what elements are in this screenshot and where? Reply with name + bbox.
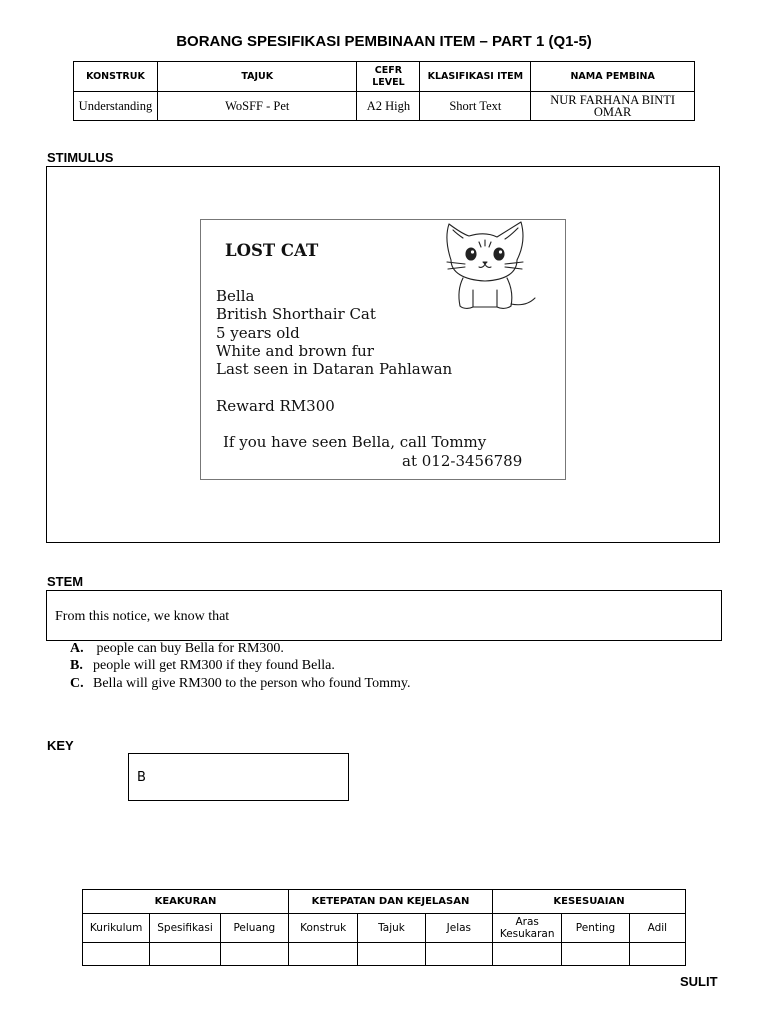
info-value-row — [74, 92, 695, 121]
key-answer: B — [137, 770, 146, 785]
eval-group-row — [83, 890, 686, 914]
eval-cell[interactable] — [289, 943, 358, 966]
klasifikasi-header: KLASIFIKASI ITEM — [420, 62, 531, 92]
option-b — [70, 658, 335, 674]
konstruk-value: Understanding — [74, 92, 158, 121]
criteria-peluang: Peluang — [220, 914, 288, 943]
evaluation-table — [82, 889, 686, 966]
eval-cell[interactable] — [150, 943, 220, 966]
nama-line2: OMAR — [593, 105, 632, 119]
option-c — [70, 676, 411, 692]
criteria-aras-kesukaran: Aras Kesukaran — [493, 914, 562, 943]
notice-contact-line2: at 012-3456789 — [402, 452, 523, 470]
cat-illustration — [429, 220, 539, 312]
keakuran-header: KEAKURAN — [83, 890, 289, 914]
nama-line1: NUR FARHANA BINTI — [550, 93, 676, 107]
eval-cell[interactable] — [83, 943, 150, 966]
criteria-tajuk: Tajuk — [358, 914, 425, 943]
notice-line: British Shorthair Cat — [216, 305, 376, 323]
notice-reward: Reward RM300 — [216, 397, 335, 415]
option-text: people can buy Bella for RM300. — [93, 641, 284, 656]
criteria-jelas: Jelas — [425, 914, 492, 943]
option-letter: C. — [70, 676, 84, 691]
eval-cell[interactable] — [562, 943, 629, 966]
eval-cell[interactable] — [629, 943, 685, 966]
key-box — [128, 753, 349, 801]
kesesuaian-header: KESESUAIAN — [493, 890, 686, 914]
eval-cell[interactable] — [493, 943, 562, 966]
eval-input-row — [83, 943, 686, 966]
nama-pembina-header: NAMA PEMBINA — [531, 62, 695, 92]
stem-box — [46, 590, 722, 641]
option-letter: A. — [70, 641, 84, 656]
option-text: people will get RM300 if they found Bella. — [93, 658, 335, 673]
stimulus-label: STIMULUS — [47, 150, 114, 165]
konstruk-header: KONSTRUK — [74, 62, 158, 92]
notice-line: 5 years old — [216, 324, 300, 342]
key-label: KEY — [47, 738, 74, 753]
notice-title: LOST CAT — [225, 241, 319, 260]
criteria-adil: Adil — [629, 914, 685, 943]
tajuk-value: WoSFF - Pet — [157, 92, 357, 121]
item-info-table — [73, 61, 695, 121]
cefr-value: A2 High — [357, 92, 420, 121]
eval-cell[interactable] — [220, 943, 288, 966]
option-text: Bella will give RM300 to the person who found Tommy. — [93, 676, 411, 691]
notice-line: Last seen in Dataran Pahlawan — [216, 360, 453, 378]
notice-line: Bella — [216, 287, 255, 305]
eval-cell[interactable] — [425, 943, 492, 966]
stem-label: STEM — [47, 574, 84, 589]
cefr-header-line2: LEVEL — [372, 76, 405, 88]
notice-contact-line1: If you have seen Bella, call Tommy — [223, 433, 487, 451]
stem-text: From this notice, we know that — [55, 609, 230, 624]
form-title: BORANG SPESIFIKASI PEMBINAAN ITEM – PART 1 (Q1-5) — [176, 33, 592, 50]
notice-line: White and brown fur — [216, 342, 374, 360]
info-header-row — [74, 62, 695, 92]
criteria-kurikulum: Kurikulum — [83, 914, 150, 943]
eval-cell[interactable] — [358, 943, 425, 966]
option-a — [70, 641, 284, 657]
ketepatan-header: KETEPATAN DAN KEJELASAN — [289, 890, 493, 914]
eval-criteria-row — [83, 914, 686, 943]
criteria-spesifikasi: Spesifikasi — [150, 914, 220, 943]
cefr-header-line1: CEFR — [374, 64, 403, 76]
sulit-label: SULIT — [680, 974, 718, 989]
nama-pembina-value — [531, 92, 695, 121]
tajuk-header: TAJUK — [157, 62, 357, 92]
klasifikasi-value: Short Text — [420, 92, 531, 121]
lost-cat-notice — [200, 219, 566, 480]
cefr-header — [357, 62, 420, 92]
criteria-penting: Penting — [562, 914, 629, 943]
criteria-konstruk: Konstruk — [289, 914, 358, 943]
option-letter: B. — [70, 658, 83, 673]
